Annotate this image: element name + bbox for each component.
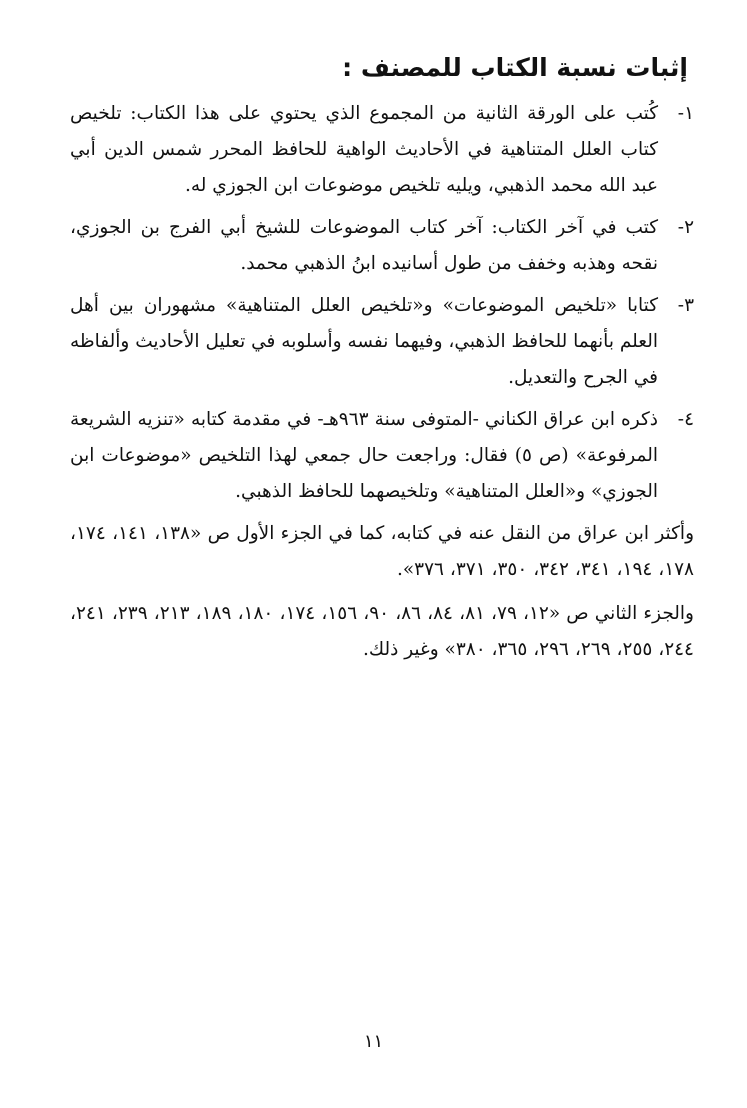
page-number: ١١	[363, 1031, 384, 1052]
list-item-text: كُتب على الورقة الثانية من المجموع الذي يحتوي على هذا الكتاب: تلخيص كتاب العلل المتناهية في الأحاديث الواهية للحافظ المحرر شمس الدين أبي عبد الله محمد الذهبي، ويليه تلخيص موضوعات ابن الجوزي له.	[70, 103, 658, 196]
body-paragraph-part-two: والجزء الثاني ص «١٢، ٧٩، ٨١، ٨٤، ٨٦، ٩٠، ١٥٦، ١٧٤، ١٨٠، ١٨٩، ٢١٣، ٢٣٩، ٢٤١، ٢٤٤، ٢٥٥، ٢٦٩، ٢٩٦، ٣٦٥، ٣٨٠» وغير ذلك.	[70, 603, 694, 660]
list-item-number: ٤-	[677, 409, 694, 430]
list-item-text: ذكره ابن عراق الكناني -المتوفى سنة ٩٦٣هـ- في مقدمة كتابه «تنزيه الشريعة المرفوعة» (ص ٥) فقال: وراجعت حال جمعي لهذا التلخيص «موضوعات ابن الجوزي» و«العلل المتناهية» وتلخيصهما للحافظ الذهبي.	[70, 409, 658, 502]
list-item-number: ٢-	[677, 217, 694, 238]
list-item-number: ٣-	[677, 295, 694, 316]
body-paragraph-part-one: وأكثر ابن عراق من النقل عنه في كتابه، كما في الجزء الأول ص «١٣٨، ١٤١، ١٧٤، ١٧٨، ١٩٤، ٣٤١، ٣٤٢، ٣٥٠، ٣٧١، ٣٧٦».	[70, 523, 694, 580]
document-page	[70, 48, 694, 1048]
list-item	[70, 96, 694, 204]
list-item-number: ١-	[677, 103, 694, 124]
list-item	[70, 210, 694, 282]
list-item-text: كتابا «تلخيص الموضوعات» و«تلخيص العلل المتناهية» مشهوران بين أهل العلم بأنهما للحافظ الذهبي، وفيهما نفسه وأسلوبه في تعليل الأحاديث وألفاظه في الجرح والتعديل.	[70, 295, 658, 388]
list-item-text: كتب في آخر الكتاب: آخر كتاب الموضوعات للشيخ أبي الفرج بن الجوزي، نقحه وهذبه وخفف من طول أسانيده ابنُ الذهبي محمد.	[70, 217, 658, 274]
section-heading: إثبات نسبة الكتاب للمصنف :	[342, 53, 688, 82]
list-item	[70, 402, 694, 510]
list-item	[70, 288, 694, 396]
